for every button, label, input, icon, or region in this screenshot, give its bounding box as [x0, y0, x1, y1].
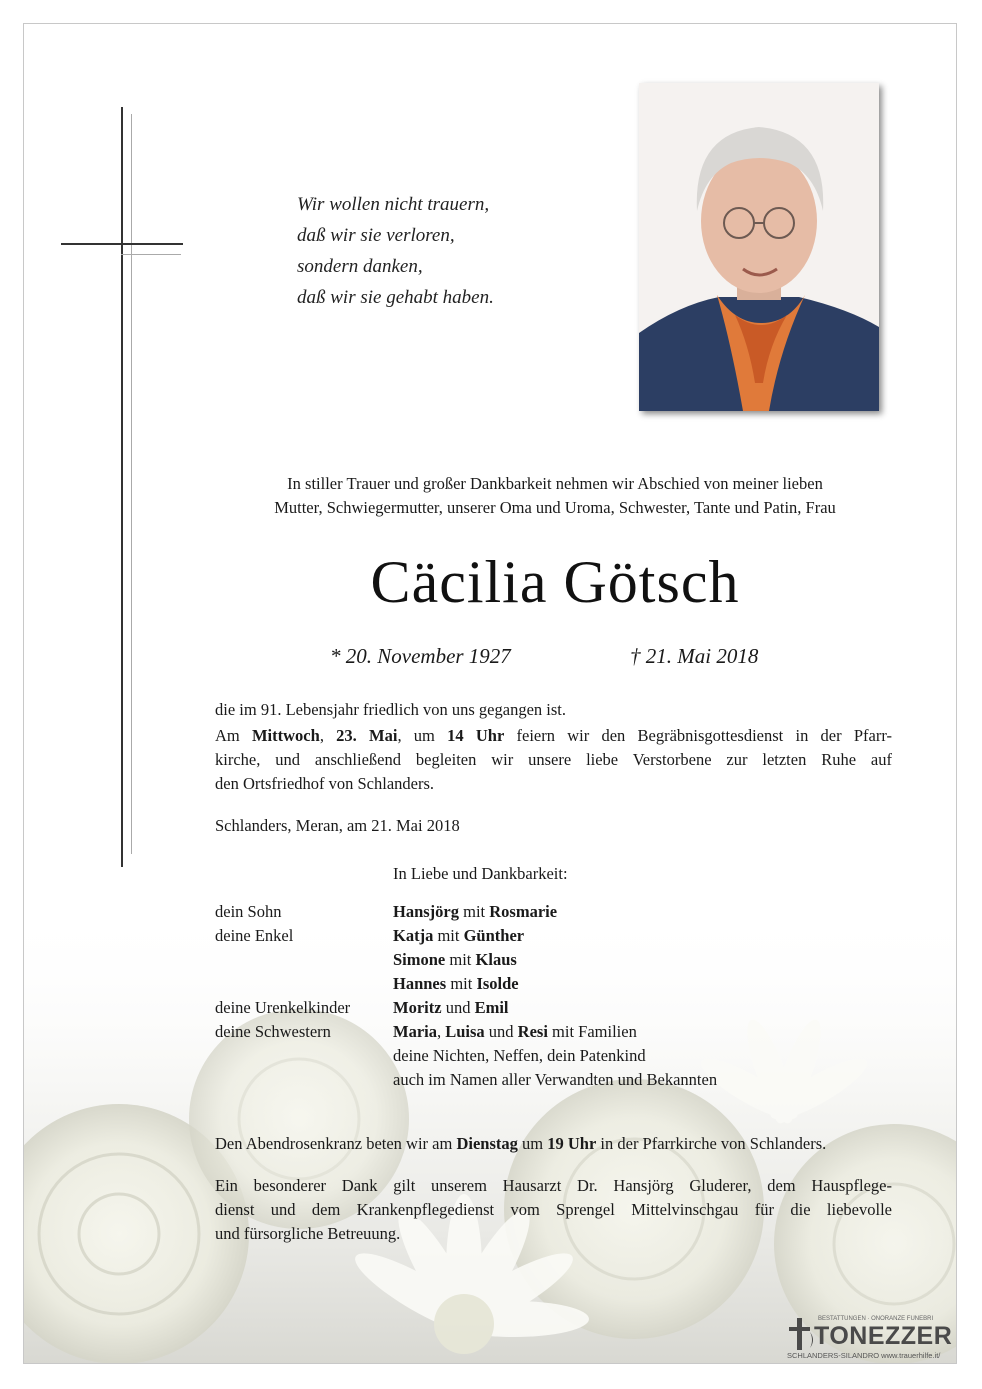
- logo-cross-icon: [786, 1318, 816, 1352]
- family-row-grandchildren: [215, 924, 895, 948]
- thanks-line: Ein besonderer Dank gilt unserem Hausarzt Dr. Hansjörg Gluderer, dem Hauspflege-: [215, 1176, 892, 1195]
- funeral-line: [215, 724, 892, 748]
- cross-horizontal-shadow: [121, 254, 181, 255]
- logo-location: SCHLANDERS-SILANDRO www.trauerhilfe.it/: [787, 1351, 941, 1360]
- birth-date: * 20. November 1927: [330, 644, 511, 668]
- portrait-photo: [639, 83, 879, 411]
- funeral-day: Mittwoch: [251, 726, 320, 745]
- family-label: deine Schwestern: [215, 1022, 331, 1041]
- portrait-illustration: [639, 83, 879, 411]
- intro-text: [215, 472, 895, 520]
- passing-text: [215, 698, 892, 722]
- place-date-line: Schlanders, Meran, am 21. Mai 2018: [215, 816, 460, 835]
- family-name: Maria: [393, 1022, 437, 1041]
- family-names: [393, 972, 519, 996]
- family-join: mit: [459, 902, 490, 921]
- funeral-rest: feiern wir den Begräbnisgottesdienst in der Pfarr-: [504, 726, 892, 745]
- family-label: deine Urenkelkinder: [215, 998, 351, 1017]
- funeral-sep: ,: [319, 726, 337, 745]
- family-extra: auch im Namen aller Verwandten und Bekannten: [393, 1070, 718, 1089]
- family-names: [393, 948, 517, 972]
- rosary-day: Dienstag: [456, 1134, 518, 1153]
- family-name: Simone: [393, 950, 446, 969]
- intro-line: In stiller Trauer und großer Dankbarkeit nehmen wir Abschied von meiner lieben: [287, 474, 823, 493]
- obituary-card: [23, 23, 957, 1364]
- rosary-sep: um: [517, 1134, 548, 1153]
- family-name: Luisa: [445, 1022, 485, 1041]
- deceased-name: Cäcilia Götsch: [370, 549, 740, 615]
- family-row-sisters: [215, 1020, 895, 1044]
- funeral-date: 23. Mai: [336, 726, 398, 745]
- family-names: [393, 1020, 637, 1044]
- passing-line: die im 91. Lebensjahr friedlich von uns gegangen ist.: [215, 700, 566, 719]
- family-row-son: [215, 900, 895, 924]
- cross-vertical-bar: [121, 107, 123, 867]
- poem-line: daß wir sie verloren,: [297, 225, 455, 246]
- rosary-text: [215, 1132, 892, 1156]
- family-names: [393, 924, 524, 948]
- family-join: mit: [433, 926, 464, 945]
- rosary-prefix: Den Abendrosenkranz beten wir am: [215, 1134, 457, 1153]
- thanks-text: [215, 1174, 892, 1246]
- family-row-extra-2: [215, 1068, 895, 1092]
- family-names: [393, 900, 557, 924]
- family-name: Moritz: [393, 998, 442, 1017]
- funeral-line: kirche, und anschließend begleiten wir unsere liebe Verstorbene zur letzten Ruhe auf: [215, 750, 892, 769]
- love-line: [393, 862, 793, 886]
- family-join: mit: [446, 974, 477, 993]
- logo-name: TONEZZER: [814, 1322, 953, 1350]
- family-name: Klaus: [475, 950, 517, 969]
- family-extra: deine Nichten, Neffen, dein Patenkind: [393, 1046, 646, 1065]
- cross-vertical-shadow: [131, 114, 132, 854]
- family-label: dein Sohn: [215, 902, 282, 921]
- funeral-time: 14 Uhr: [447, 726, 505, 745]
- family-row-extra: [215, 1044, 895, 1068]
- family-name: Isolde: [476, 974, 519, 993]
- rosary-line: [215, 1132, 892, 1156]
- family-row-grandchildren-2: [215, 948, 895, 972]
- family-row-grandchildren-3: [215, 972, 895, 996]
- family-name: Rosmarie: [489, 902, 558, 921]
- death-date: † 21. Mai 2018: [630, 644, 759, 668]
- family-join: mit Familien: [547, 1022, 637, 1041]
- thanks-line: und fürsorgliche Betreuung.: [215, 1224, 401, 1243]
- place-date: [215, 814, 892, 838]
- thanks-line: dienst und dem Krankenpflegedienst vom Sprengel Mittelvinschgau für die liebevolle: [215, 1200, 892, 1219]
- family-names: [393, 996, 508, 1020]
- rosary-time: 19 Uhr: [547, 1134, 597, 1153]
- poem-line: sondern danken,: [297, 256, 423, 277]
- love-line-text: In Liebe und Dankbarkeit:: [393, 864, 568, 883]
- poem-line: Wir wollen nicht trauern,: [297, 194, 490, 215]
- family-name: Hansjörg: [393, 902, 459, 921]
- cross-horizontal-bar: [61, 243, 183, 245]
- family-row-great-grandchildren: [215, 996, 895, 1020]
- funeral-home-logo: [784, 1314, 954, 1360]
- rosary-rest: in der Pfarrkirche von Schlanders.: [596, 1134, 827, 1153]
- poem: [297, 189, 597, 313]
- funeral-sep: , um: [397, 726, 448, 745]
- intro-line: Mutter, Schwiegermutter, unserer Oma und Uroma, Schwester, Tante und Patin, Frau: [274, 498, 836, 517]
- family-join: und: [484, 1022, 518, 1041]
- family-name: Katja: [393, 926, 434, 945]
- funeral-text: [215, 724, 892, 796]
- family-name: Emil: [474, 998, 509, 1017]
- poem-line: daß wir sie gehabt haben.: [297, 287, 494, 308]
- family-join: ,: [436, 1022, 446, 1041]
- family-name: Günther: [463, 926, 525, 945]
- logo-tagline: BESTATTUNGEN · ONORANZE FUNEBRI: [818, 1316, 934, 1322]
- family-name: Resi: [517, 1022, 548, 1041]
- family-join: und: [441, 998, 475, 1017]
- family-join: mit: [445, 950, 476, 969]
- funeral-line: den Ortsfriedhof von Schlanders.: [215, 774, 435, 793]
- family-name: Hannes: [393, 974, 447, 993]
- funeral-prefix: Am: [215, 726, 252, 745]
- family-label: deine Enkel: [215, 926, 294, 945]
